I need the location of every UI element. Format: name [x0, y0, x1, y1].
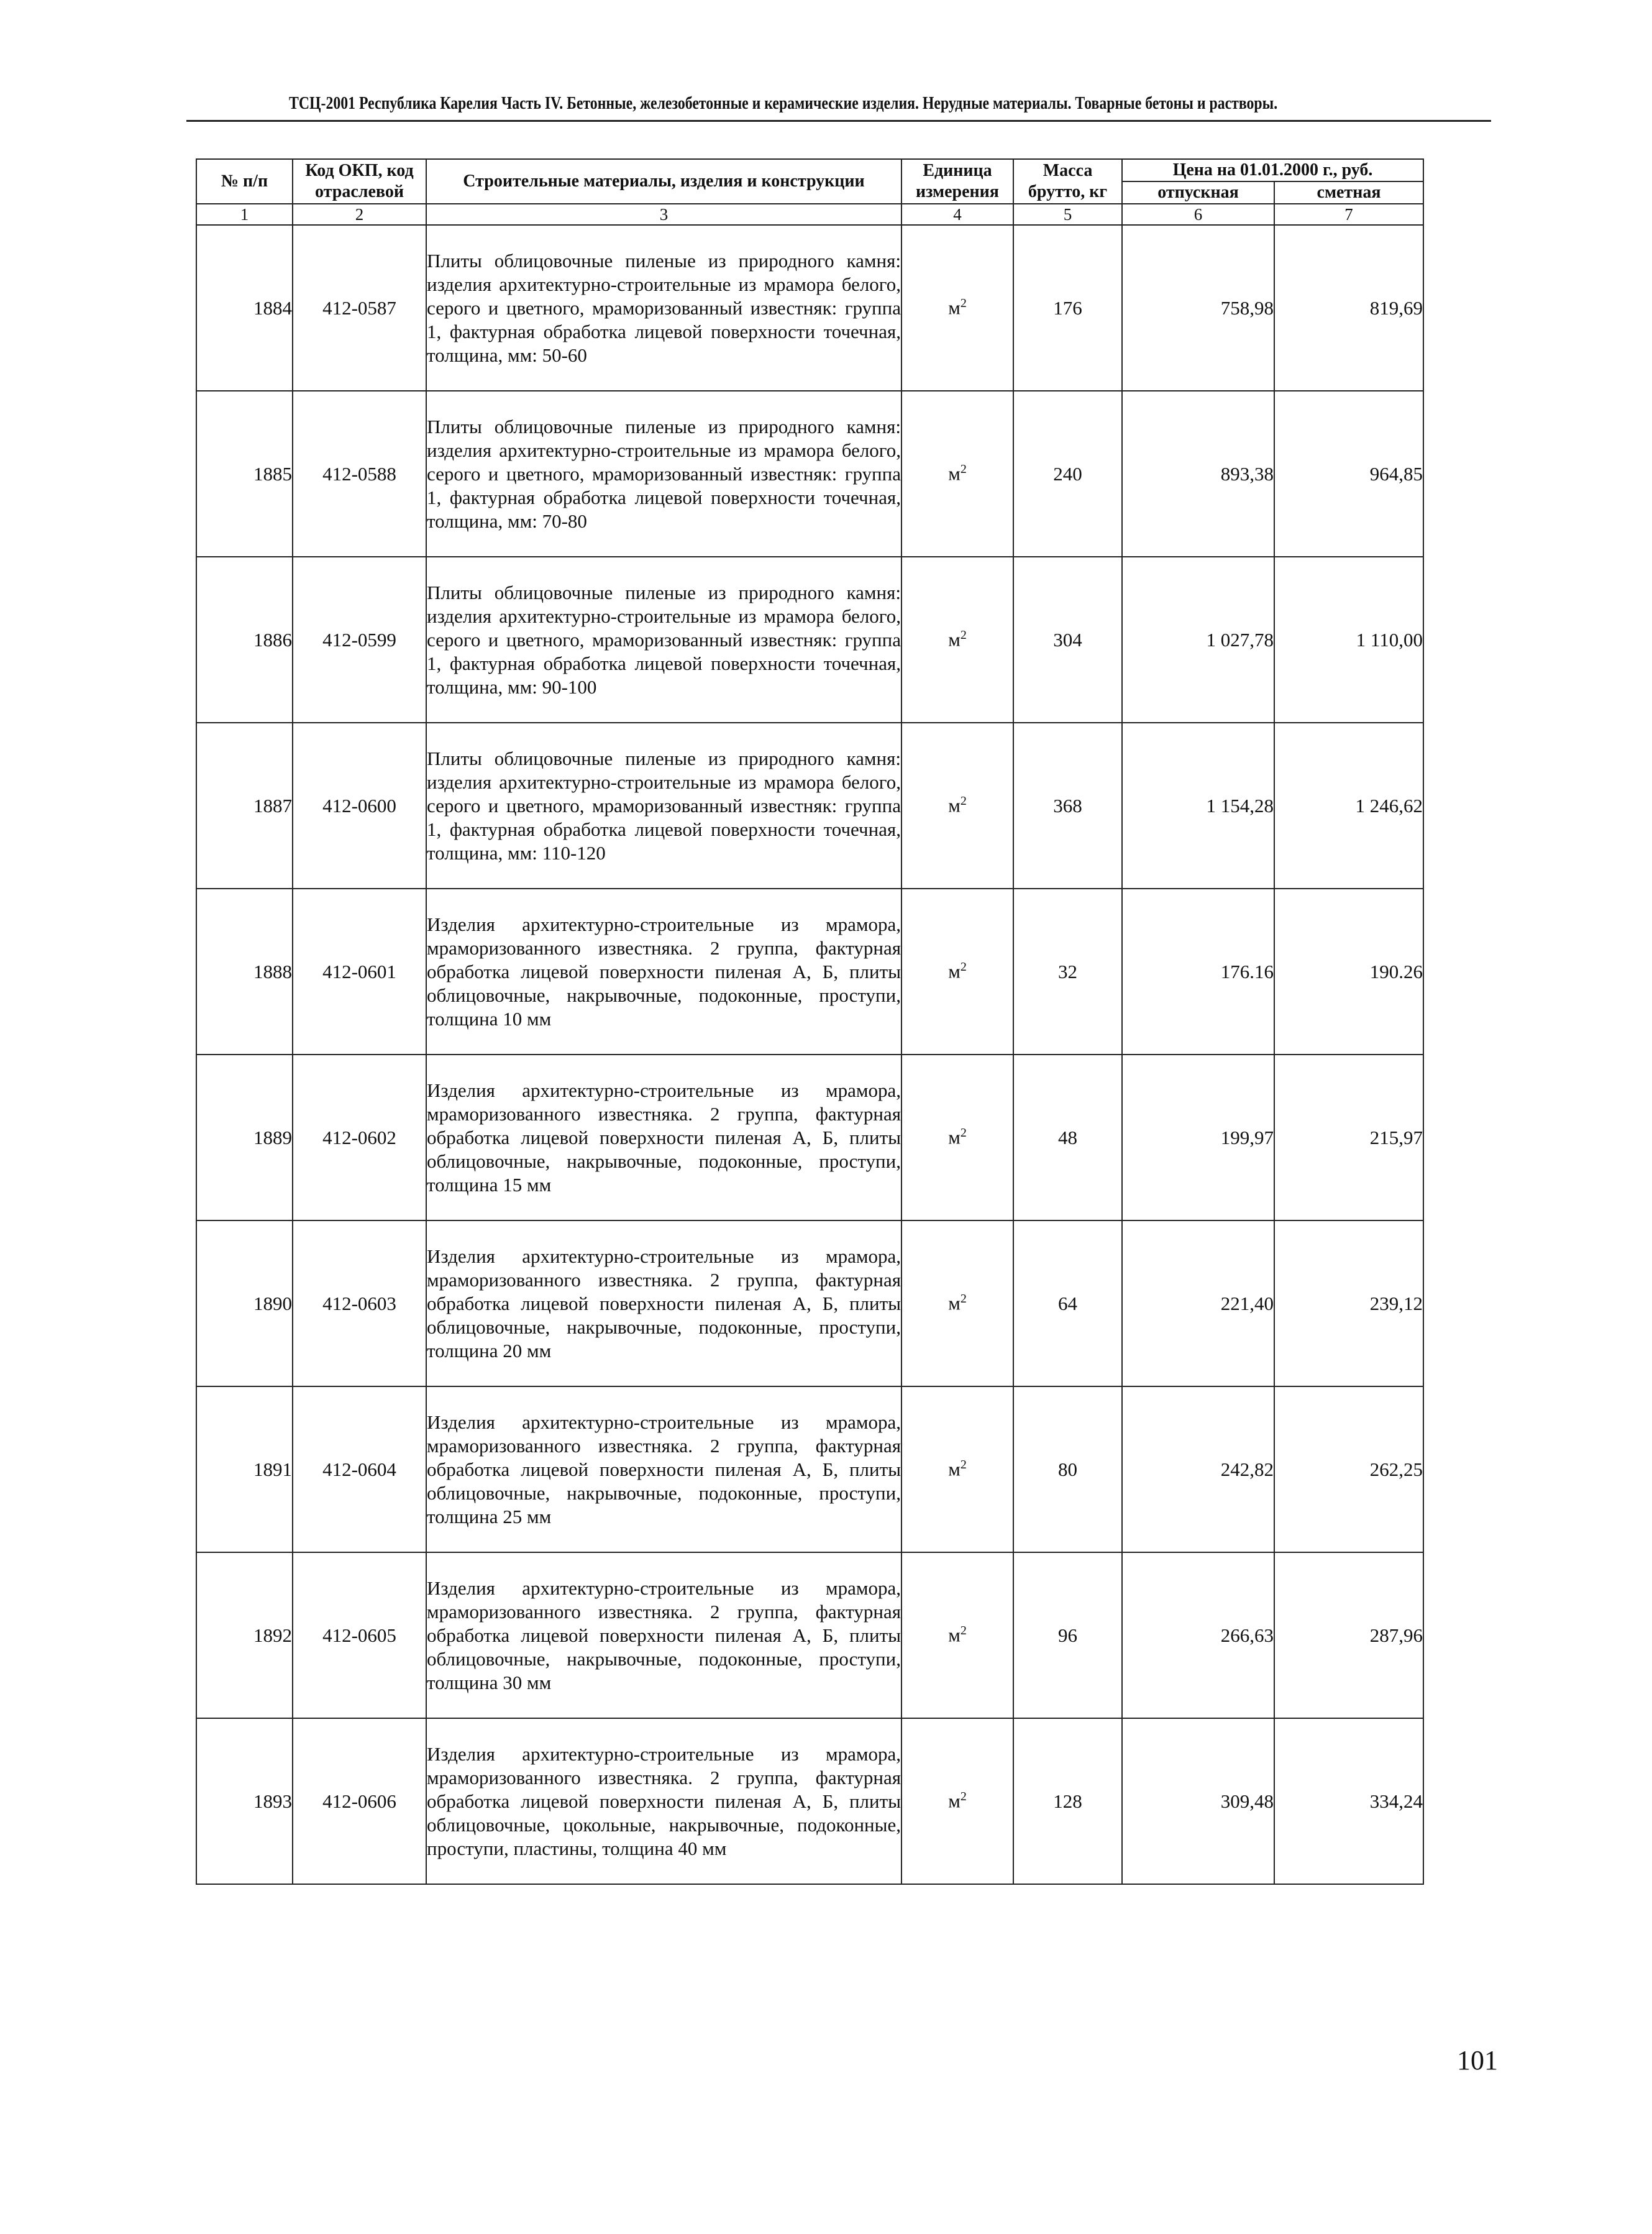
- column-number: 7: [1274, 204, 1423, 225]
- cell-mass: 48: [1013, 1055, 1122, 1220]
- cell-price-release: 242,82: [1122, 1386, 1274, 1552]
- unit-text: м: [948, 1790, 961, 1812]
- header-code: Код ОКП, код отраслевой: [293, 159, 426, 204]
- cell-number: 1888: [196, 889, 293, 1055]
- cell-description: Плиты облицовочные пиленые из природного камня: изделия архитектурно-строительные из мрамора белого, серого и цветного, мраморизованный известняк: группа 1, фактурная обработка лицевой поверхности точечная, толщина, мм: 110-120: [426, 723, 901, 889]
- cell-price-estimate: 190.26: [1274, 889, 1423, 1055]
- cell-price-release: 1 154,28: [1122, 723, 1274, 889]
- cell-number: 1884: [196, 225, 293, 391]
- cell-price-release: 309,48: [1122, 1718, 1274, 1884]
- unit-superscript: 2: [960, 960, 967, 974]
- cell-price-estimate: 819,69: [1274, 225, 1423, 391]
- unit-text: м: [948, 1292, 961, 1314]
- header-num: № п/п: [196, 159, 293, 204]
- unit-superscript: 2: [960, 1624, 967, 1638]
- cell-description: Изделия архитектурно-строительные из мрамора, мраморизованного известняка. 2 группа, фактурная обработка лицевой поверхности пиленая А, Б, плиты облицовочные, цокольные, накрывочные, подоконные, проступи, пластины, толщина 40 мм: [426, 1718, 901, 1884]
- cell-description: Изделия архитектурно-строительные из мрамора, мраморизованного известняка. 2 группа, фактурная обработка лицевой поверхности пиленая А, Б, плиты облицовочные, накрывочные, подоконные, проступи, толщина 25 мм: [426, 1386, 901, 1552]
- cell-code: 412-0603: [293, 1220, 426, 1386]
- column-number: 1: [196, 204, 293, 225]
- unit-text: м: [948, 1126, 961, 1148]
- unit-superscript: 2: [960, 794, 967, 808]
- cell-mass: 240: [1013, 391, 1122, 557]
- cell-price-estimate: 964,85: [1274, 391, 1423, 557]
- cell-price-estimate: 262,25: [1274, 1386, 1423, 1552]
- cell-description: Изделия архитектурно-строительные из мрамора, мраморизованного известняка. 2 группа, фактурная обработка лицевой поверхности пиленая А, Б, плиты облицовочные, накрывочные, подоконные, проступи, толщина 15 мм: [426, 1055, 901, 1220]
- cell-mass: 176: [1013, 225, 1122, 391]
- cell-unit: [901, 557, 1013, 723]
- table-row: [196, 889, 1423, 1055]
- cell-unit: [901, 1386, 1013, 1552]
- running-header-text: ТСЦ-2001 Республика Карелия Часть IV. Бетонные, железобетонные и керамические изделия. Нерудные материалы. Товарные бетоны и растворы.: [289, 93, 1278, 113]
- cell-description: Изделия архитектурно-строительные из мрамора, мраморизованного известняка. 2 группа, фактурная обработка лицевой поверхности пиленая А, Б, плиты облицовочные, накрывочные, подоконные, проступи, толщина 20 мм: [426, 1220, 901, 1386]
- column-number-row: [196, 204, 1423, 225]
- header-price-release: отпускная: [1122, 181, 1274, 204]
- header-mass: Масса брутто, кг: [1013, 159, 1122, 204]
- cell-price-estimate: 1 246,62: [1274, 723, 1423, 889]
- cell-description: Плиты облицовочные пиленые из природного камня: изделия архитектурно-строительные из мрамора белого, серого и цветного, мраморизованный известняк: группа 1, фактурная обработка лицевой поверхности точечная, толщина, мм: 90-100: [426, 557, 901, 723]
- cell-price-estimate: 239,12: [1274, 1220, 1423, 1386]
- cell-price-release: 266,63: [1122, 1552, 1274, 1718]
- cell-number: 1886: [196, 557, 293, 723]
- cell-mass: 64: [1013, 1220, 1122, 1386]
- cell-price-release: 758,98: [1122, 225, 1274, 391]
- cell-mass: 96: [1013, 1552, 1122, 1718]
- cell-code: 412-0604: [293, 1386, 426, 1552]
- cell-description: Плиты облицовочные пиленые из природного камня: изделия архитектурно-строительные из мрамора белого, серого и цветного, мраморизованный известняк: группа 1, фактурная обработка лицевой поверхности точечная, толщина, мм: 50-60: [426, 225, 901, 391]
- column-number: 2: [293, 204, 426, 225]
- cell-unit: [901, 1718, 1013, 1884]
- cell-unit: [901, 1220, 1013, 1386]
- column-number: 4: [901, 204, 1013, 225]
- running-header: [186, 93, 1491, 122]
- table-row: [196, 391, 1423, 557]
- table-body: [196, 225, 1423, 1884]
- unit-text: м: [948, 462, 961, 485]
- unit-superscript: 2: [960, 462, 967, 477]
- cell-unit: [901, 225, 1013, 391]
- cell-description: Изделия архитектурно-строительные из мрамора, мраморизованного известняка. 2 группа, фактурная обработка лицевой поверхности пиленая А, Б, плиты облицовочные, накрывочные, подоконные, проступи, толщина 10 мм: [426, 889, 901, 1055]
- cell-price-release: 221,40: [1122, 1220, 1274, 1386]
- unit-text: м: [948, 960, 961, 982]
- unit-text: м: [948, 794, 961, 817]
- cell-description: Изделия архитектурно-строительные из мрамора, мраморизованного известняка. 2 группа, фактурная обработка лицевой поверхности пиленая А, Б, плиты облицовочные, накрывочные, подоконные, проступи, толщина 30 мм: [426, 1552, 901, 1718]
- unit-superscript: 2: [960, 296, 967, 311]
- cell-price-release: 176.16: [1122, 889, 1274, 1055]
- cell-price-estimate: 287,96: [1274, 1552, 1423, 1718]
- cell-number: 1889: [196, 1055, 293, 1220]
- table-row: [196, 1386, 1423, 1552]
- table-row: [196, 1055, 1423, 1220]
- unit-text: м: [948, 1624, 961, 1646]
- cell-number: 1887: [196, 723, 293, 889]
- cell-price-release: 893,38: [1122, 391, 1274, 557]
- cell-mass: 368: [1013, 723, 1122, 889]
- cell-description: Плиты облицовочные пиленые из природного камня: изделия архитектурно-строительные из мрамора белого, серого и цветного, мраморизованный известняк: группа 1, фактурная обработка лицевой поверхности точечная, толщина, мм: 70-80: [426, 391, 901, 557]
- cell-code: 412-0588: [293, 391, 426, 557]
- cell-unit: [901, 1055, 1013, 1220]
- table-row: [196, 723, 1423, 889]
- cell-code: 412-0602: [293, 1055, 426, 1220]
- cell-unit: [901, 1552, 1013, 1718]
- unit-text: м: [948, 628, 961, 651]
- column-number: 6: [1122, 204, 1274, 225]
- cell-number: 1885: [196, 391, 293, 557]
- cell-code: 412-0601: [293, 889, 426, 1055]
- cell-number: 1890: [196, 1220, 293, 1386]
- cell-code: 412-0600: [293, 723, 426, 889]
- cell-number: 1892: [196, 1552, 293, 1718]
- cell-code: 412-0599: [293, 557, 426, 723]
- cell-price-release: 199,97: [1122, 1055, 1274, 1220]
- unit-superscript: 2: [960, 1790, 967, 1804]
- cell-mass: 128: [1013, 1718, 1122, 1884]
- column-number: 3: [426, 204, 901, 225]
- header-price-estimate: сметная: [1274, 181, 1423, 204]
- cell-mass: 32: [1013, 889, 1122, 1055]
- page-number: 101: [1457, 2045, 1498, 2076]
- table-row: [196, 557, 1423, 723]
- unit-text: м: [948, 296, 961, 319]
- price-table: [196, 158, 1424, 1885]
- header-unit: Единица измерения: [901, 159, 1013, 204]
- cell-mass: 304: [1013, 557, 1122, 723]
- cell-code: 412-0606: [293, 1718, 426, 1884]
- cell-unit: [901, 889, 1013, 1055]
- cell-number: 1893: [196, 1718, 293, 1884]
- cell-price-estimate: 1 110,00: [1274, 557, 1423, 723]
- cell-number: 1891: [196, 1386, 293, 1552]
- unit-superscript: 2: [960, 1292, 967, 1306]
- table-row: [196, 225, 1423, 391]
- header-name: Строительные материалы, изделия и конструкции: [426, 159, 901, 204]
- unit-text: м: [948, 1458, 961, 1480]
- table-row: [196, 1552, 1423, 1718]
- cell-unit: [901, 723, 1013, 889]
- unit-superscript: 2: [960, 1458, 967, 1472]
- cell-price-release: 1 027,78: [1122, 557, 1274, 723]
- cell-price-estimate: 334,24: [1274, 1718, 1423, 1884]
- table-row: [196, 1718, 1423, 1884]
- column-number: 5: [1013, 204, 1122, 225]
- table-row: [196, 1220, 1423, 1386]
- cell-code: 412-0605: [293, 1552, 426, 1718]
- header-price-group: Цена на 01.01.2000 г., руб.: [1122, 159, 1423, 181]
- cell-mass: 80: [1013, 1386, 1122, 1552]
- cell-price-estimate: 215,97: [1274, 1055, 1423, 1220]
- cell-code: 412-0587: [293, 225, 426, 391]
- unit-superscript: 2: [960, 1126, 967, 1140]
- cell-unit: [901, 391, 1013, 557]
- unit-superscript: 2: [960, 628, 967, 643]
- table-header: [196, 159, 1423, 225]
